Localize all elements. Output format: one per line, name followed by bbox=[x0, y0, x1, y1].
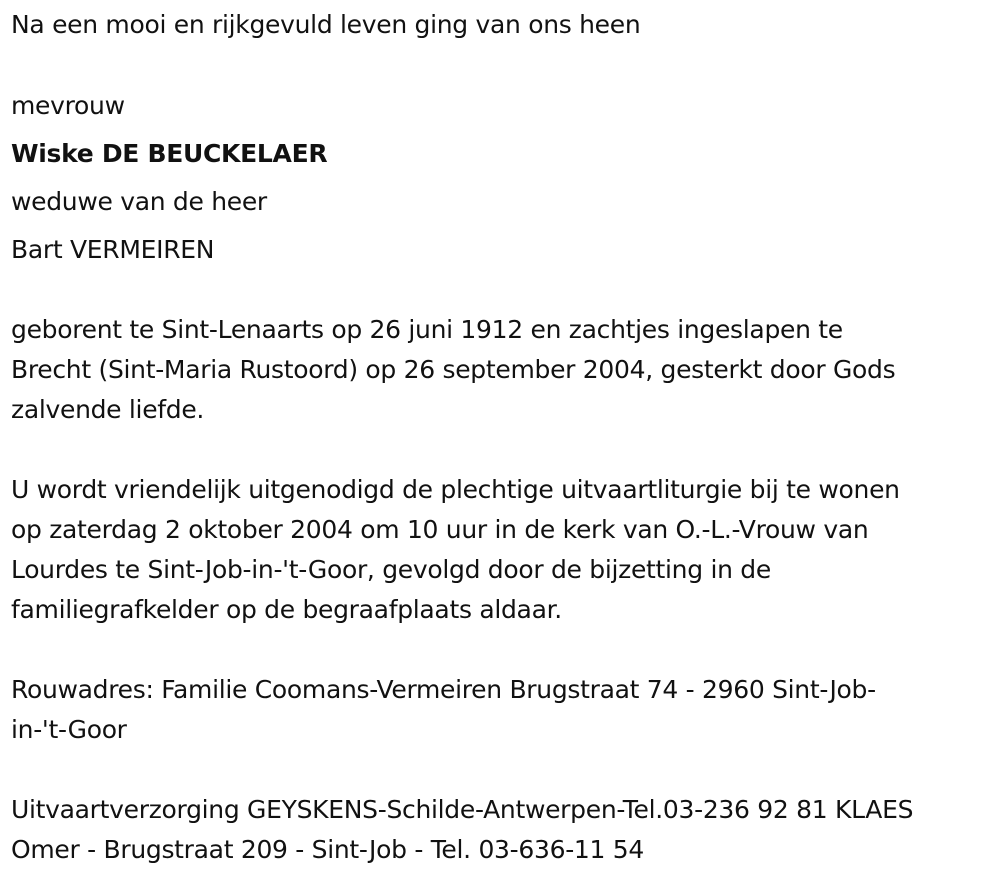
undertaker-line: Uitvaartverzorging GEYSKENS-Schilde-Antwerpen-Tel.03-236 92 81 KLAES bbox=[11, 795, 914, 824]
funeral-line: U wordt vriendelijk uitgenodigd de plechtige uitvaartliturgie bij te wonen bbox=[11, 475, 900, 504]
spouse-name: Bart VERMEIREN bbox=[11, 235, 215, 264]
address-line: Rouwadres: Familie Coomans-Vermeiren Brugstraat 74 - 2960 Sint-Job- bbox=[11, 675, 876, 704]
funeral-line: op zaterdag 2 oktober 2004 om 10 uur in de kerk van O.-L.-Vrouw van bbox=[11, 515, 869, 544]
birth-death-line: zalvende liefde. bbox=[11, 395, 205, 424]
title-text: mevrouw bbox=[11, 91, 125, 120]
funeral-line: familiegrafkelder op de begraafplaats aldaar. bbox=[11, 595, 562, 624]
address-line: in-'t-Goor bbox=[11, 715, 127, 744]
deceased-name: Wiske DE BEUCKELAER bbox=[11, 139, 328, 168]
birth-death-line: Brecht (Sint-Maria Rustoord) op 26 september 2004, gesterkt door Gods bbox=[11, 355, 896, 384]
undertaker-line: Omer - Brugstraat 209 - Sint-Job - Tel. 03-636-11 54 bbox=[11, 835, 644, 864]
intro-text: Na een mooi en rijkgevuld leven ging van ons heen bbox=[11, 10, 641, 39]
funeral-line: Lourdes te Sint-Job-in-'t-Goor, gevolgd door de bijzetting in de bbox=[11, 555, 771, 584]
relation-text: weduwe van de heer bbox=[11, 187, 267, 216]
birth-death-line: geborent te Sint-Lenaarts op 26 juni 1912 en zachtjes ingeslapen te bbox=[11, 315, 843, 344]
